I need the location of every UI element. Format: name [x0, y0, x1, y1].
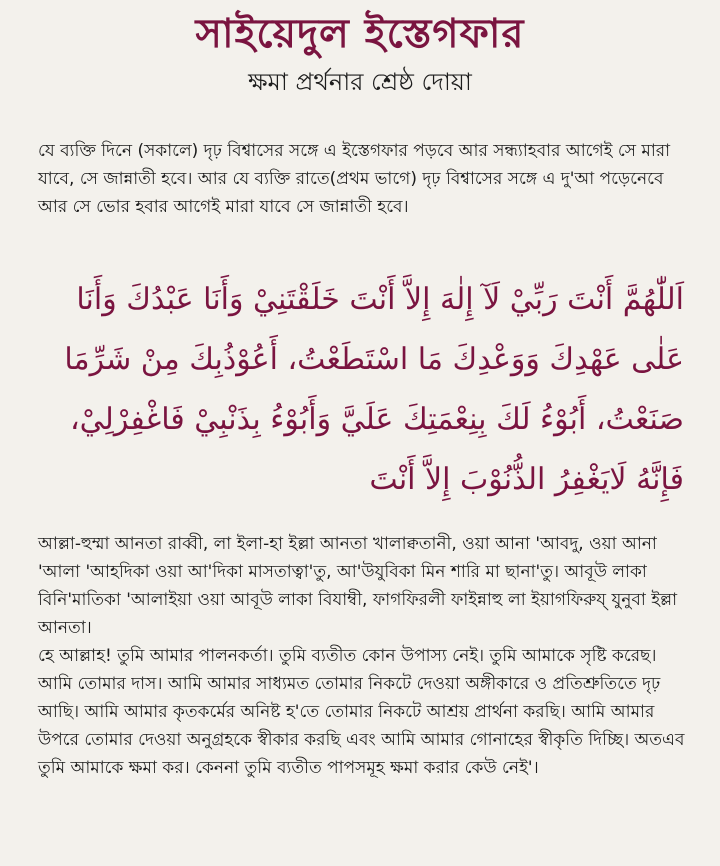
intro-paragraph: যে ব্যক্তি দিনে (সকালে) দৃঢ় বিশ্বাসের সঙ্গে এ ইস্তেগফার পড়বে আর সন্ধ্যাহবার আগেই সে মারা যাবে, সে জান্নাতী হবে। আর যে ব্যক্তি রাতে(প্রথম ভাগে) দৃঢ় বিশ্বাসের সঙ্গে এ দু'আ পড়েনেবে আর সে ভোর হবার আগেই মারা যাবে সে জান্নাতী হবে।: [38, 141, 671, 217]
translation-paragraph: হে আল্লাহ! তুমি আমার পালনকর্তা। তুমি ব্যতীত কোন উপাস্য নেই। তুমি আমাকে সৃষ্টি করেছ। আমি তোমার দাস। আমি আমার সাধ্যমত তোমার নিকটে দেওয়া অঙ্গীকারে ও প্রতিশ্রুতিতে দৃঢ় আছি। আমি আমার কৃতকর্মের অনিষ্ট হ'তে তোমার নিকটে আশ্রয় প্রার্থনা করছি। আমি আমার উপরে তোমার দেওয়া অনুগ্রহকে স্বীকার করছি এবং আমি আমার গোনাহের স্বীকৃতি দিচ্ছি। অতএব তুমি আমাকে ক্ষমা কর। কেননা তুমি ব্যতীত পাপসমূহ ক্ষমা করার কেউ নেই'।: [38, 646, 685, 778]
arabic-dua-text: اَللّٰهُمَّ أَنْتَ رَبِّيْ لَآ إِلٰهَ إِلاَّ أَنْتَ خَلَقْتَنِيْ وَأَنَا عَبْدُكَ وَأَنَا عَلٰى عَهْدِكَ وَوَعْدِكَ مَا اسْتَطَعْتُ، أَعُوْذُبِكَ مِنْ شَرِّمَا صَنَعْتُ، أَبُوْءُ لَكَ بِنِعْمَتِكَ عَلَيَّ وَأَبُوْءُ بِذَنْبِيْ فَاغْفِرْلِيْ، فَإِنَّهُ لَايَغْفِرُ الذُّنُوْبَ إِلاَّ أَنْتَ: [64, 282, 684, 497]
page-title: সাইয়েদুল ইস্তেগফার: [195, 11, 525, 57]
transliteration-paragraph: আল্লা-হুম্মা আনতা রাব্বী, লা ইলা-হা ইল্লা আনতা খালাক্বতানী, ওয়া আনা 'আবদু, ওয়া আনা 'আলা 'আহদিকা ওয়া আ'দিকা মাসতাত্বা'তু, আ'উযুবিকা মিন শারি মা ছানা'তু। আবূউ লাকা বিনি'মাতিকা 'আলাইয়া ওয়া আবূউ লাকা বিযাম্বী, ফাগফিরলী ফাইন্নাহু লা ইয়াগফিরুয্ যুনুবা ইল্লা আনতা।: [38, 534, 678, 638]
page-subtitle: ক্ষমা প্রর্থনার শ্রেষ্ঠ দোয়া: [248, 68, 472, 96]
